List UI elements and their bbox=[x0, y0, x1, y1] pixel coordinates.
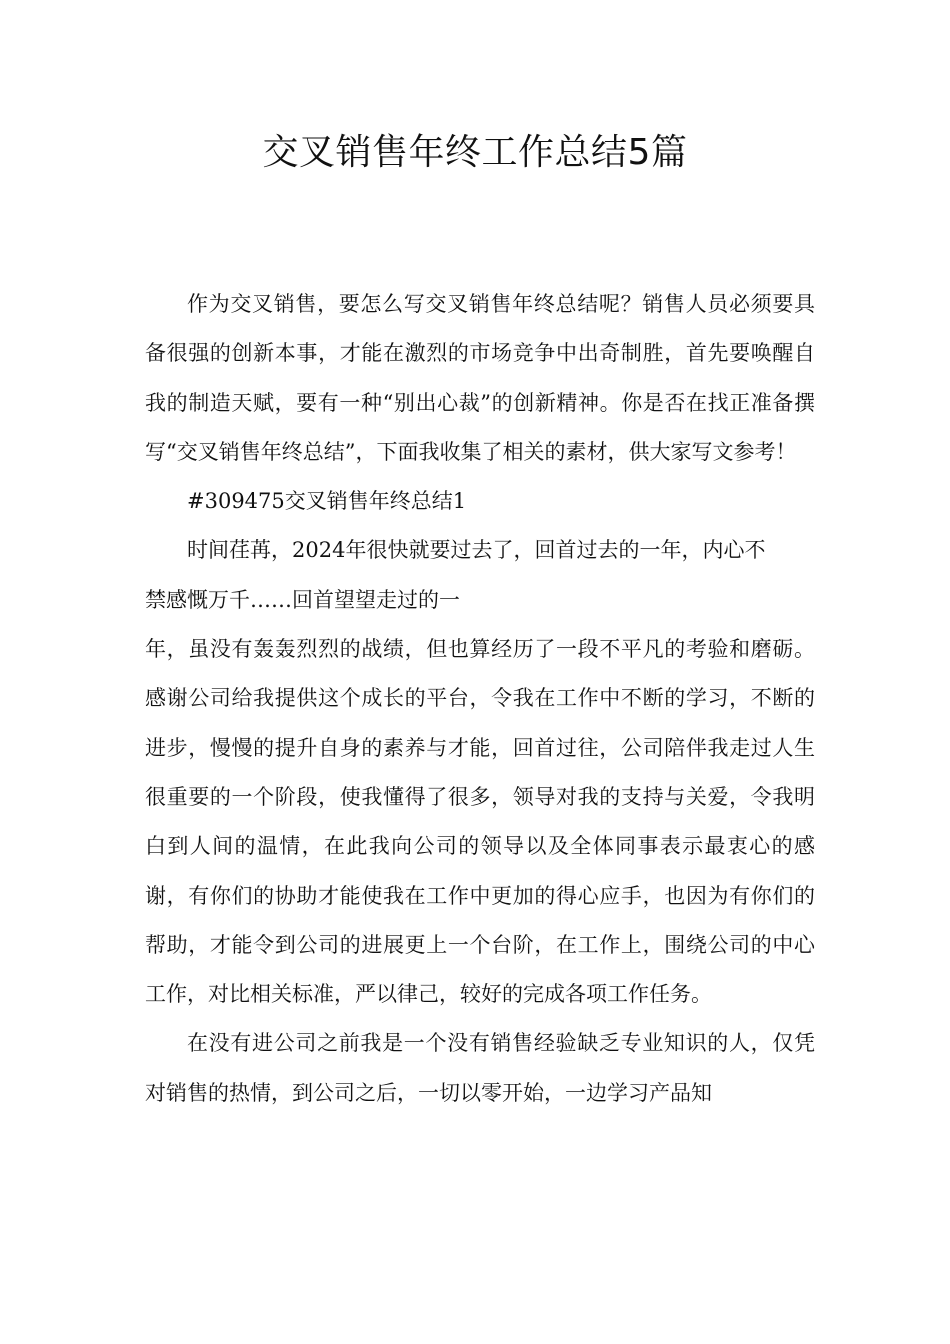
document-body bbox=[145, 280, 815, 1118]
paragraph-line: 时间荏苒，2024年很快就要过去了，回首过去的一年，内心不 bbox=[187, 538, 766, 563]
intro-paragraph: 作为交叉销售，要怎么写交叉销售年终总结呢？销售人员必须要具备很强的创新本事，才能在激烈的市场竞争中出奇制胜，首先要唤醒自我的制造天赋，要有一种“别出心裁”的创新精神。你是否在找正准备撰写“交叉销售年终总结”，下面我收集了相关的素材，供大家写文参考！ bbox=[145, 292, 815, 464]
document-title: 交叉销售年终工作总结5篇 bbox=[262, 132, 688, 173]
body-paragraph: 在没有进公司之前我是一个没有销售经验缺乏专业知识的人，仅凭对销售的热情，到公司之后，一切以零开始，一边学习产品知 bbox=[145, 1031, 815, 1105]
paragraph-line: 禁感慨万千……回首望望走过的一 bbox=[145, 587, 460, 612]
body-paragraph: 年，虽没有轰轰烈烈的战绩，但也算经历了一段不平凡的考验和磨砺。感谢公司给我提供这个成长的平台，令我在工作中不断的学习，不断的进步，慢慢的提升自身的素养与才能，回首过往，公司陪伴我走过人生很重要的一个阶段，使我懂得了很多，领导对我的支持与关爱，令我明白到人间的温情，在此我向公司的领导以及全体同事表示最衷心的感谢，有你们的协助才能使我在工作中更加的得心应手，也因为有你们的帮助，才能令到公司的进展更上一个台阶，在工作上，围绕公司的中心工作，对比相关标准，严以律己，较好的完成各项工作任务。 bbox=[145, 637, 815, 1007]
section-heading: #309475交叉销售年终总结1 bbox=[187, 489, 467, 514]
